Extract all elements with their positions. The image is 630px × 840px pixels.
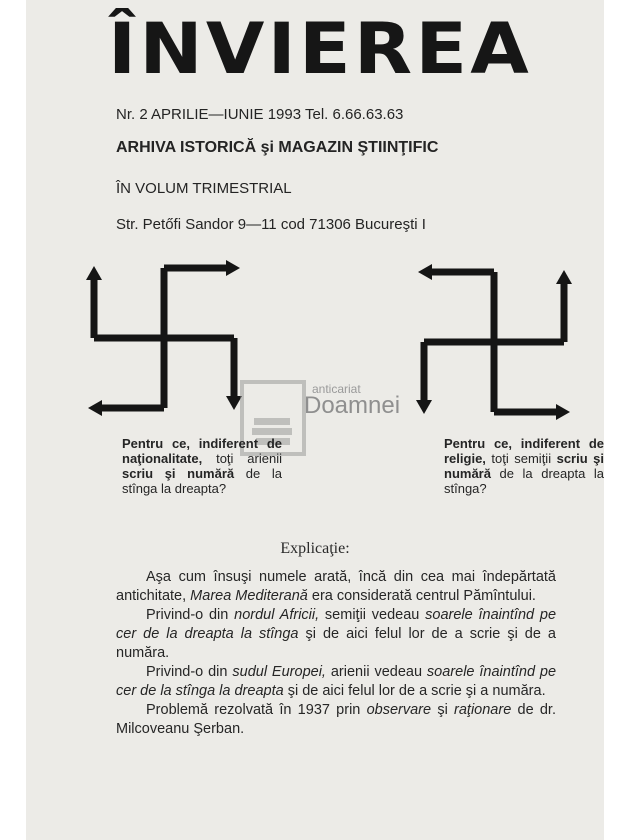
caption-right	[444, 436, 604, 496]
caption-left-rest: toţi arienii	[216, 451, 282, 466]
paragraph-2	[116, 606, 556, 663]
p3-italic-b: sudul Europei,	[232, 664, 326, 680]
p2-text-e: şi de aici felul lor de a scrie şi de a număra.	[116, 626, 556, 661]
address-line: Str. Petőfi Sandor 9—11 cod 71306 Bucureşti I	[116, 216, 426, 233]
p1-text-a: Aşa cum însuşi numele arată, încă din cea mai îndepărtată antichitate,	[116, 569, 556, 604]
p3-italic-d: soarele înaintînd pe cer de la stînga la dreapta	[116, 664, 557, 699]
magazine-page	[26, 0, 604, 840]
caption-left-bold: Pentru ce, indiferent de naţionalitate,	[122, 436, 282, 466]
swastika-left-to-right-icon	[84, 258, 244, 418]
p1-text-c: era considerată centrul Pămîntului.	[311, 588, 536, 604]
p2-text-c: semiţii vedeau	[324, 607, 420, 623]
p3-text-a: Privind-o din	[146, 664, 228, 680]
p2-italic-b: nordul Africii,	[234, 607, 320, 623]
p4-italic-b: observare	[366, 702, 432, 718]
paragraph-3	[116, 663, 556, 701]
watermark-text-brand: Doamnei	[304, 392, 401, 419]
magazine-title: ÎNVIEREA	[108, 8, 532, 90]
caption-right-rest-2: de la dreapta la stînga?	[444, 466, 604, 496]
explanation-body	[116, 568, 556, 739]
p2-italic-d: soarele înaintînd pe cer de la dreapta la stînga	[116, 607, 557, 642]
caption-left	[122, 436, 282, 496]
p4-text-a: Problemă rezolvată în 1937 prin	[146, 702, 361, 718]
p3-text-e: şi de aici felul lor de a scrie şi a număra.	[287, 683, 546, 699]
caption-left-rest-2: de la stînga la dreapta?	[122, 466, 282, 496]
watermark-text-top: anticariat	[312, 382, 361, 396]
swastika-right-to-left-icon	[414, 262, 574, 422]
caption-left-bold-2: scriu şi numără	[122, 466, 235, 481]
issue-line: Nr. 2 APRILIE—IUNIE 1993 Tel. 6.66.63.63	[116, 106, 404, 123]
caption-right-rest: toţi semiţii	[491, 451, 552, 466]
volume-line: ÎN VOLUM TRIMESTRIAL	[116, 180, 292, 197]
subtitle: ARHIVA ISTORICĂ şi MAGAZIN ŞTIINŢIFIC	[116, 139, 439, 156]
p1-italic: Marea Mediterană	[190, 588, 308, 604]
explanation-title: Explicaţie:	[280, 540, 350, 557]
caption-right-bold-2: scriu şi numără	[444, 451, 604, 481]
p4-text-c: şi	[437, 702, 448, 718]
paragraph-4	[116, 701, 556, 739]
p2-text-a: Privind-o din	[146, 607, 229, 623]
p4-text-e: de dr. Milcoveanu Şerban.	[116, 702, 556, 737]
caption-right-bold: Pentru ce, indiferent de religie,	[444, 436, 604, 466]
p3-text-c: arienii vedeau	[330, 664, 423, 680]
paragraph-1	[116, 568, 556, 606]
p4-italic-d: raţionare	[454, 702, 512, 718]
